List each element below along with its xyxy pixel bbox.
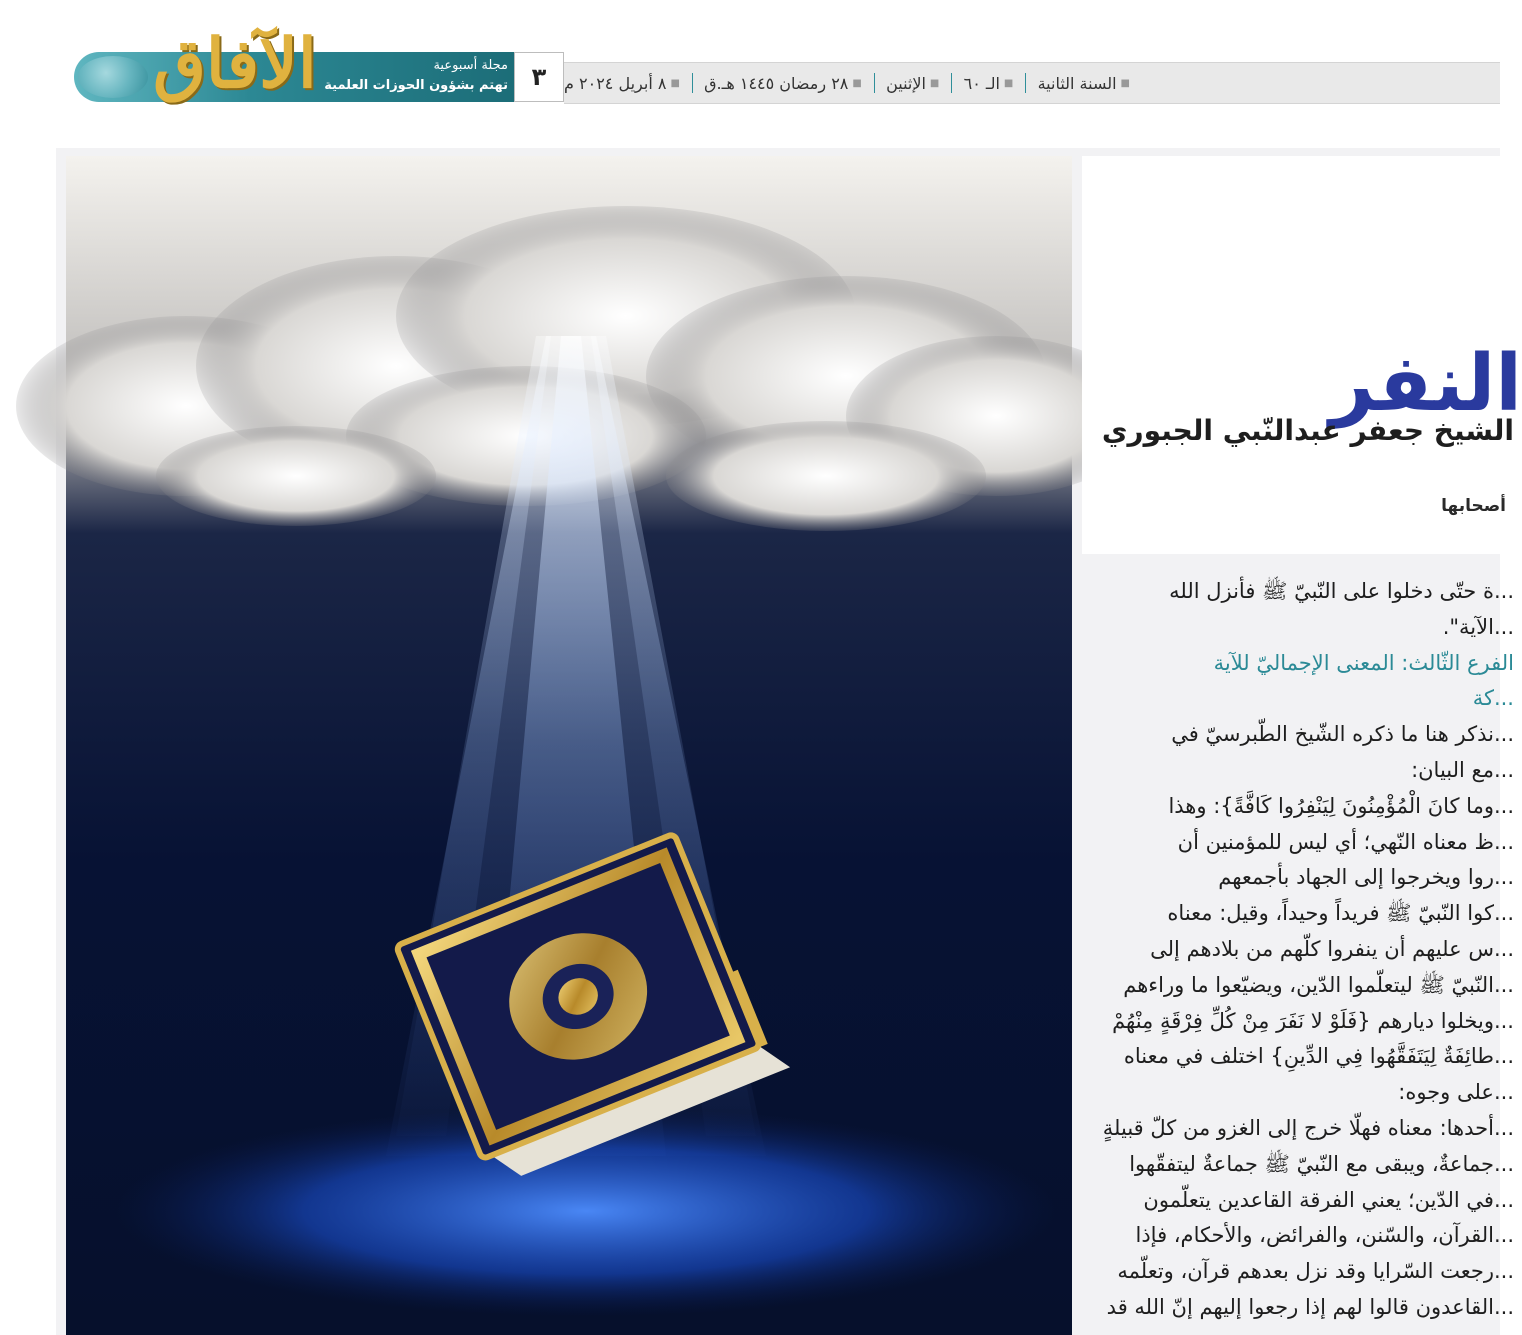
article-text <box>1103 574 1514 1326</box>
meta-year: ■ السنة الثانية <box>1037 73 1130 93</box>
magazine-logo[interactable]: الآفاق <box>153 24 317 104</box>
text-line: ...على وجوه: <box>1398 1080 1514 1105</box>
logo-tagline-2: تهتم بشؤون الحوزات العلمية <box>324 78 508 93</box>
text-line: ...رجعت السّرايا وقد نزل بعدهم قرآن، وتعلّمه <box>1117 1259 1514 1284</box>
text-line: ...القاعدون قالوا لهم إذا رجعوا إليهم إنّ الله قد <box>1106 1294 1514 1319</box>
meta-gregorian-date: ■ ٨ أبريل ٢٠٢٤ م <box>564 73 680 93</box>
text-line: ...النّبيّ ﷺ ليتعلّموا الدّين، ويضيّعوا ما وراءهم <box>1123 972 1514 997</box>
article-subtag: أصحابها <box>1441 496 1506 516</box>
text-line: ...القرآن، والسّنن، والفرائض، والأحكام، فإذا <box>1135 1223 1514 1248</box>
text-line: ...ة حتّى دخلوا على النّبيّ ﷺ فأنزل الله <box>1169 579 1514 603</box>
article-title: النفر <box>1329 339 1522 429</box>
meta-hijri-date: ■ ٢٨ رمضان ١٤٤٥ هـ.ق <box>704 73 862 93</box>
logo-tagline-1: مجلة أسبوعية <box>433 58 508 73</box>
meta-weekday: ■ الإثنين <box>886 73 940 93</box>
text-line: ...مع البيان: <box>1411 757 1514 782</box>
masthead <box>0 0 1500 140</box>
issue-meta-bar <box>564 62 1500 104</box>
text-line: ...كوا النّبيّ ﷺ فريداً وحيداً، وقيل: معناه <box>1167 901 1514 926</box>
text-line: ...الآية". <box>1442 614 1514 639</box>
article-body <box>1082 554 1514 1335</box>
article-image <box>66 156 1072 1335</box>
text-line: ...ظ معناه النّهي؛ أي ليس للمؤمنين أن <box>1177 829 1514 854</box>
text-line: ...في الدّين؛ يعني الفرقة القاعدين يتعلّمون <box>1143 1187 1514 1212</box>
section-heading-line: الفرع الثّالث: المعنى الإجماليّ للآية <box>1213 650 1514 675</box>
page-number: ٣ <box>514 52 564 102</box>
meta-issue: ■ الـ ٦٠ <box>963 73 1014 93</box>
text-line: ...جماعةٌ، ويبقى مع النّبيّ ﷺ جماعةٌ ليتفقّهوا <box>1129 1151 1514 1176</box>
text-line: ...أحدها: معناه فهلّا خرج إلى الغزو من كلّ قبيلةٍ <box>1102 1115 1514 1140</box>
text-line: ...س عليهم أن ينفروا كلّهم من بلادهم إلى <box>1150 936 1514 961</box>
article-column <box>1082 156 1522 1335</box>
section-heading-line: ...كة <box>1472 686 1514 711</box>
globe-icon <box>78 56 148 98</box>
article-header <box>1082 156 1522 554</box>
text-line: ...طائِفَةٌ لِيَتَفَقَّهُوا فِي الدِّينِ} اختلف في معناه <box>1123 1044 1514 1069</box>
article-author: الشيخ جعفر عبدالنّبي الجبوري <box>1101 414 1514 447</box>
text-line: ...ويخلوا ديارهم {فَلَوْ لا نَفَرَ مِنْ كُلِّ فِرْقَةٍ مِنْهُمْ <box>1112 1008 1514 1033</box>
quran-light-beam-image <box>66 156 1072 1335</box>
text-line: ...نذكر هنا ما ذكره الشّيخ الطّبرسيّ في <box>1171 722 1514 747</box>
text-line: ...روا ويخرجوا إلى الجهاد بأجمعهم <box>1218 865 1514 890</box>
text-line: ...وما كانَ الْمُؤْمِنُونَ لِيَنْفِرُوا كَافَّةً}: وهذا <box>1168 793 1514 818</box>
